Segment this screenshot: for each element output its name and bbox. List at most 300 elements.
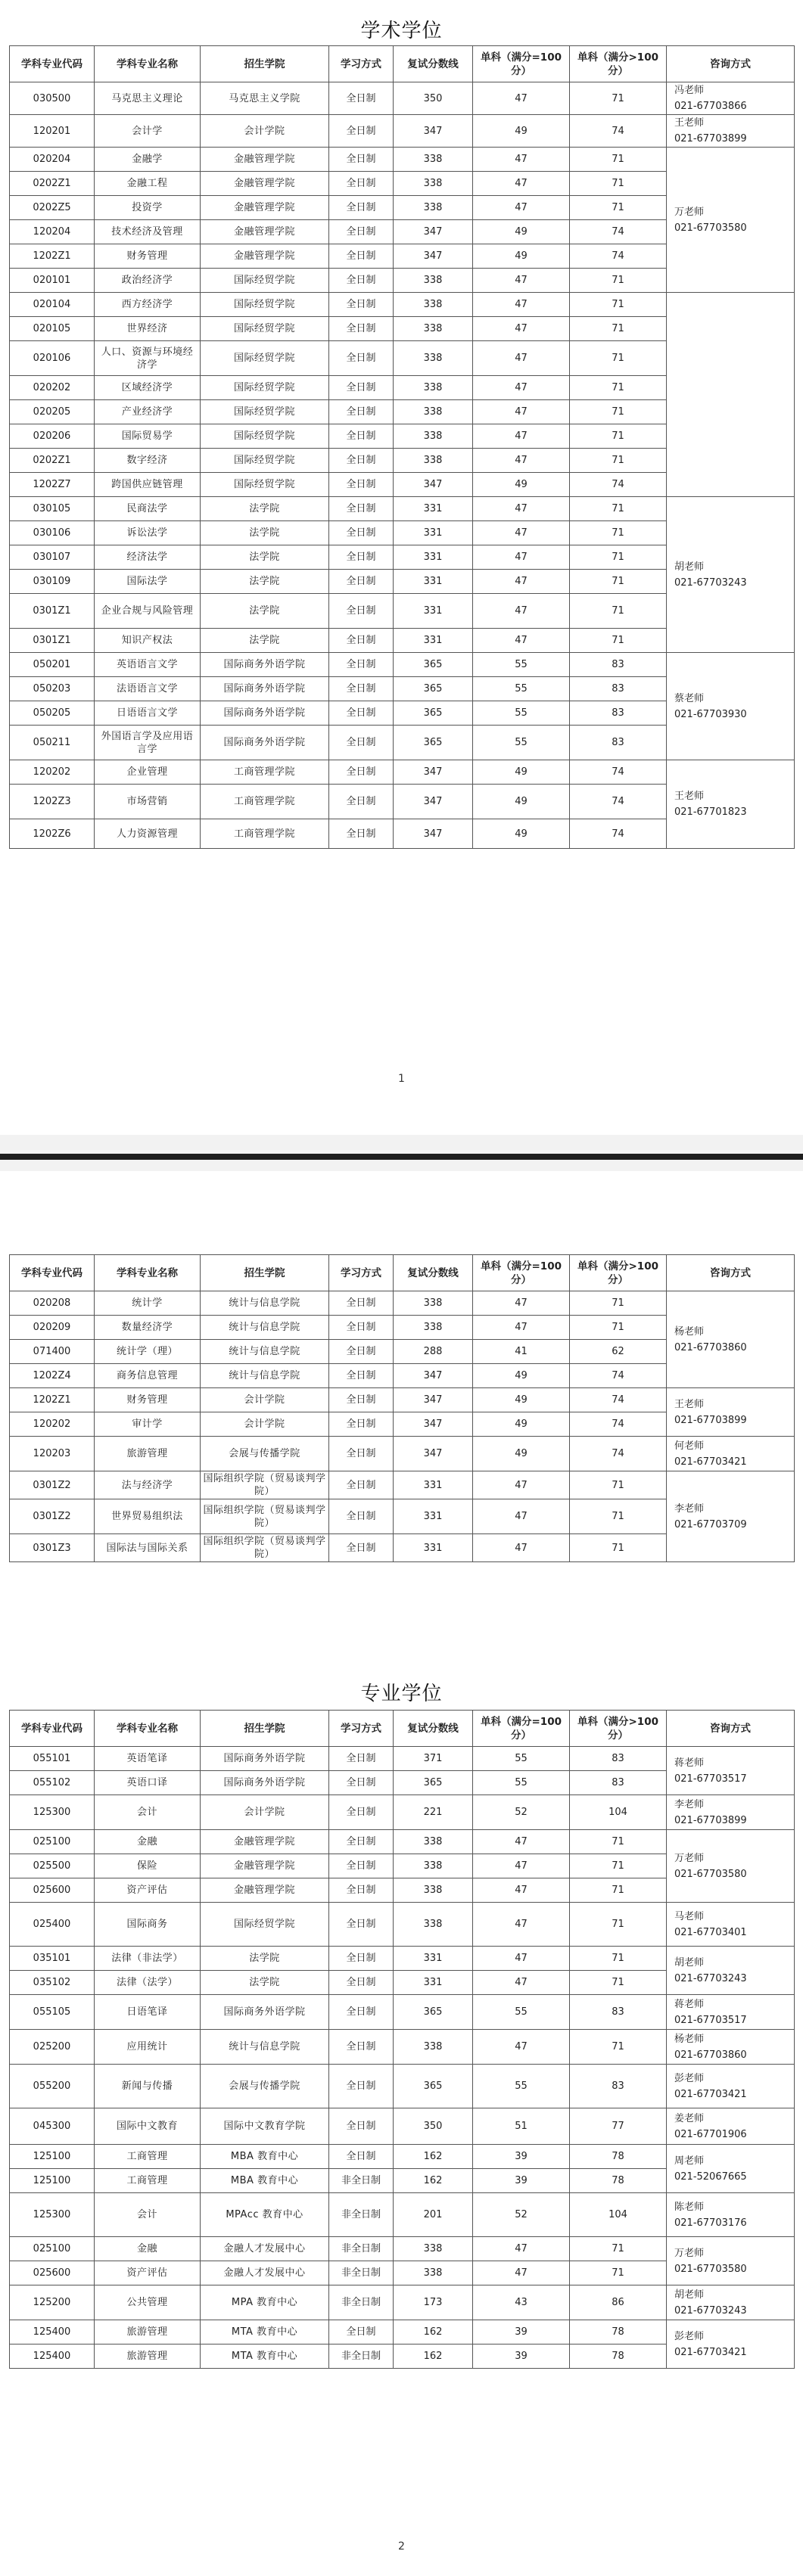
cell-school: MPA 教育中心	[201, 2285, 329, 2320]
cell-name: 旅游管理	[95, 2345, 201, 2369]
cell-mode: 全日制	[329, 2030, 394, 2065]
cell-s100: 47	[473, 594, 570, 629]
cell-total: 221	[394, 1795, 473, 1830]
cell-code: 055200	[10, 2065, 95, 2108]
cell-s150: 71	[570, 1291, 667, 1316]
cell-s100: 55	[473, 653, 570, 677]
cell-contact: 杨老师 021-67703860	[667, 2030, 795, 2065]
cell-mode: 全日制	[329, 497, 394, 521]
cell-s100: 47	[473, 341, 570, 376]
cell-s100: 39	[473, 2169, 570, 2193]
cell-name: 旅游管理	[95, 2320, 201, 2345]
cell-s150: 71	[570, 2237, 667, 2261]
cell-mode: 全日制	[329, 521, 394, 545]
cell-mode: 全日制	[329, 473, 394, 497]
cell-contact: 王老师 021-67701823	[667, 760, 795, 849]
cell-code: 025100	[10, 2237, 95, 2261]
cell-school: 金融管理学院	[201, 1878, 329, 1903]
cell-school: 统计与信息学院	[201, 1364, 329, 1388]
cell-mode: 全日制	[329, 1316, 394, 1340]
cell-s100: 47	[473, 2237, 570, 2261]
cell-s100: 47	[473, 1499, 570, 1534]
cell-total: 338	[394, 196, 473, 220]
cell-school: 工商管理学院	[201, 760, 329, 785]
cell-s100: 47	[473, 1534, 570, 1562]
cell-contact: 李老师 021-67703899	[667, 1795, 795, 1830]
cell-name: 应用统计	[95, 2030, 201, 2065]
cell-total: 347	[394, 760, 473, 785]
cell-name: 区域经济学	[95, 376, 201, 400]
cell-code: 020204	[10, 148, 95, 172]
cell-mode: 全日制	[329, 1499, 394, 1534]
cell-total: 338	[394, 269, 473, 293]
cell-mode: 全日制	[329, 1878, 394, 1903]
cell-s100: 47	[473, 1903, 570, 1947]
cell-s100: 47	[473, 424, 570, 449]
cell-code: 045300	[10, 2108, 95, 2145]
cell-s150: 71	[570, 1499, 667, 1534]
cell-s100: 55	[473, 1771, 570, 1795]
cell-school: 国际经贸学院	[201, 1903, 329, 1947]
cell-name: 人口、资源与环境经济学	[95, 341, 201, 376]
cell-s150: 71	[570, 570, 667, 594]
cell-mode: 全日制	[329, 2108, 394, 2145]
cell-total: 365	[394, 2065, 473, 2108]
cell-mode: 全日制	[329, 449, 394, 473]
cell-total: 331	[394, 1499, 473, 1534]
cell-name: 国际贸易学	[95, 424, 201, 449]
cell-code: 050201	[10, 653, 95, 677]
column-header: 复试分数线	[394, 1255, 473, 1291]
cell-s150: 74	[570, 1437, 667, 1471]
cell-s150: 78	[570, 2345, 667, 2369]
cell-name: 企业合规与风险管理	[95, 594, 201, 629]
cell-code: 0202Z5	[10, 196, 95, 220]
cell-total: 338	[394, 317, 473, 341]
cell-s150: 74	[570, 819, 667, 849]
cell-name: 经济法学	[95, 545, 201, 570]
cell-mode: 全日制	[329, 1771, 394, 1795]
table-row	[10, 1291, 795, 1316]
cell-code: 020101	[10, 269, 95, 293]
cell-s100: 47	[473, 521, 570, 545]
cell-total: 331	[394, 1534, 473, 1562]
academic-degree-table-continued	[9, 1254, 795, 1562]
cell-s150: 71	[570, 449, 667, 473]
cell-name: 旅游管理	[95, 1437, 201, 1471]
cell-mode: 全日制	[329, 1947, 394, 1971]
cell-school: 法学院	[201, 1947, 329, 1971]
table-row	[10, 376, 795, 400]
cell-name: 日语语言文学	[95, 701, 201, 726]
cell-name: 英语语言文学	[95, 653, 201, 677]
cell-contact: 马老师 021-67703401	[667, 1903, 795, 1947]
cell-s100: 55	[473, 1747, 570, 1771]
cell-total: 162	[394, 2145, 473, 2169]
cell-s150: 71	[570, 1903, 667, 1947]
cell-school: 统计与信息学院	[201, 1316, 329, 1340]
cell-name: 世界经济	[95, 317, 201, 341]
cell-name: 数量经济学	[95, 1316, 201, 1340]
cell-name: 产业经济学	[95, 400, 201, 424]
cell-name: 世界贸易组织法	[95, 1499, 201, 1534]
page-separator	[0, 1135, 803, 1171]
cell-code: 0202Z1	[10, 172, 95, 196]
cell-contact: 杨老师 021-67703860	[667, 1291, 795, 1388]
table-row	[10, 473, 795, 497]
table-row	[10, 1747, 795, 1771]
cell-total: 338	[394, 376, 473, 400]
cell-mode: 全日制	[329, 726, 394, 760]
cell-code: 120202	[10, 1412, 95, 1437]
cell-code: 020202	[10, 376, 95, 400]
cell-total: 347	[394, 785, 473, 819]
cell-name: 数字经济	[95, 449, 201, 473]
cell-total: 338	[394, 1878, 473, 1903]
cell-name: 财务管理	[95, 1388, 201, 1412]
cell-s150: 78	[570, 2145, 667, 2169]
cell-code: 125300	[10, 2193, 95, 2237]
cell-s150: 74	[570, 1364, 667, 1388]
column-header: 咨询方式	[667, 1711, 795, 1747]
cell-code: 030105	[10, 497, 95, 521]
cell-code: 1202Z6	[10, 819, 95, 849]
cell-total: 162	[394, 2320, 473, 2345]
cell-code: 025600	[10, 1878, 95, 1903]
cell-code: 125100	[10, 2169, 95, 2193]
cell-school: 法学院	[201, 594, 329, 629]
column-header: 招生学院	[201, 1711, 329, 1747]
cell-contact: 蔡老师 021-67703930	[667, 653, 795, 760]
cell-s150: 71	[570, 1947, 667, 1971]
cell-school: 法学院	[201, 629, 329, 653]
cell-school: 国际经贸学院	[201, 341, 329, 376]
cell-total: 365	[394, 726, 473, 760]
cell-mode: 全日制	[329, 1971, 394, 1995]
cell-s100: 49	[473, 1388, 570, 1412]
cell-total: 331	[394, 497, 473, 521]
cell-code: 025500	[10, 1854, 95, 1878]
cell-s100: 49	[473, 473, 570, 497]
table-row	[10, 2108, 795, 2145]
cell-s150: 71	[570, 196, 667, 220]
cell-mode: 非全日制	[329, 2345, 394, 2369]
table-row	[10, 1947, 795, 1971]
cell-code: 125400	[10, 2345, 95, 2369]
cell-name: 金融工程	[95, 172, 201, 196]
cell-s150: 71	[570, 594, 667, 629]
cell-school: 国际组织学院（贸易谈判学院）	[201, 1471, 329, 1499]
cell-mode: 非全日制	[329, 2193, 394, 2237]
cell-mode: 全日制	[329, 148, 394, 172]
table-row	[10, 653, 795, 677]
column-header: 学科专业代码	[10, 46, 95, 82]
cell-code: 025100	[10, 1830, 95, 1854]
cell-total: 288	[394, 1340, 473, 1364]
cell-s150: 71	[570, 497, 667, 521]
cell-s100: 47	[473, 1947, 570, 1971]
cell-s100: 49	[473, 220, 570, 244]
cell-total: 338	[394, 1903, 473, 1947]
cell-school: 金融管理学院	[201, 172, 329, 196]
table-row	[10, 2145, 795, 2169]
cell-s100: 49	[473, 760, 570, 785]
cell-mode: 全日制	[329, 2320, 394, 2345]
cell-code: 020209	[10, 1316, 95, 1340]
cell-total: 338	[394, 400, 473, 424]
cell-school: 工商管理学院	[201, 819, 329, 849]
cell-name: 商务信息管理	[95, 1364, 201, 1388]
cell-code: 125200	[10, 2285, 95, 2320]
cell-s100: 41	[473, 1340, 570, 1364]
cell-code: 0301Z1	[10, 629, 95, 653]
cell-name: 民商法学	[95, 497, 201, 521]
cell-contact: 胡老师 021-67703243	[667, 2285, 795, 2320]
cell-school: 国际商务外语学院	[201, 653, 329, 677]
cell-mode: 全日制	[329, 2065, 394, 2108]
cell-s150: 71	[570, 1316, 667, 1340]
cell-mode: 全日制	[329, 293, 394, 317]
cell-s150: 71	[570, 148, 667, 172]
cell-s150: 71	[570, 1878, 667, 1903]
cell-s150: 83	[570, 1747, 667, 1771]
cell-s150: 71	[570, 424, 667, 449]
column-header: 学科专业名称	[95, 1255, 201, 1291]
cell-mode: 非全日制	[329, 2237, 394, 2261]
cell-total: 365	[394, 1771, 473, 1795]
cell-mode: 全日制	[329, 819, 394, 849]
cell-school: 会展与传播学院	[201, 1437, 329, 1471]
cell-school: 国际经贸学院	[201, 400, 329, 424]
cell-s100: 49	[473, 115, 570, 148]
cell-total: 162	[394, 2169, 473, 2193]
cell-s100: 47	[473, 82, 570, 115]
cell-s100: 47	[473, 570, 570, 594]
cell-mode: 全日制	[329, 545, 394, 570]
cell-code: 1202Z4	[10, 1364, 95, 1388]
cell-contact: 蒋老师 021-67703517	[667, 1747, 795, 1795]
cell-total: 347	[394, 819, 473, 849]
cell-code: 025600	[10, 2261, 95, 2285]
cell-s100: 49	[473, 819, 570, 849]
cell-school: 法学院	[201, 497, 329, 521]
cell-mode: 全日制	[329, 1388, 394, 1412]
cell-s150: 71	[570, 1971, 667, 1995]
cell-s150: 71	[570, 172, 667, 196]
cell-total: 338	[394, 1830, 473, 1854]
cell-school: MTA 教育中心	[201, 2345, 329, 2369]
cell-s150: 74	[570, 1412, 667, 1437]
cell-mode: 全日制	[329, 376, 394, 400]
cell-school: 金融管理学院	[201, 148, 329, 172]
cell-code: 020205	[10, 400, 95, 424]
page-separator-bar	[0, 1154, 803, 1160]
cell-s100: 47	[473, 148, 570, 172]
cell-school: 统计与信息学院	[201, 2030, 329, 2065]
cell-total: 331	[394, 1471, 473, 1499]
cell-school: 国际经贸学院	[201, 376, 329, 400]
cell-s150: 71	[570, 1534, 667, 1562]
section-title-academic: 学术学位	[360, 20, 443, 42]
section-title-professional: 专业学位	[360, 1683, 443, 1705]
cell-code: 1202Z3	[10, 785, 95, 819]
column-header: 复试分数线	[394, 1711, 473, 1747]
cell-name: 政治经济学	[95, 269, 201, 293]
cell-school: 国际商务外语学院	[201, 1995, 329, 2030]
cell-name: 保险	[95, 1854, 201, 1878]
cell-code: 120202	[10, 760, 95, 785]
cell-s150: 78	[570, 2320, 667, 2345]
cell-school: 国际商务外语学院	[201, 726, 329, 760]
cell-name: 西方经济学	[95, 293, 201, 317]
column-header: 学习方式	[329, 1255, 394, 1291]
cell-code: 020105	[10, 317, 95, 341]
cell-mode: 全日制	[329, 1854, 394, 1878]
cell-school: MTA 教育中心	[201, 2320, 329, 2345]
cell-mode: 全日制	[329, 400, 394, 424]
cell-s150: 74	[570, 1388, 667, 1412]
table-row	[10, 497, 795, 521]
cell-s150: 71	[570, 376, 667, 400]
column-header: 学习方式	[329, 46, 394, 82]
table-row	[10, 148, 795, 172]
cell-name: 英语口译	[95, 1771, 201, 1795]
cell-code: 035101	[10, 1947, 95, 1971]
cell-school: 会计学院	[201, 115, 329, 148]
table-row	[10, 1903, 795, 1947]
cell-total: 347	[394, 244, 473, 269]
cell-s150: 74	[570, 220, 667, 244]
cell-total: 331	[394, 594, 473, 629]
cell-school: 国际经贸学院	[201, 269, 329, 293]
table-row	[10, 293, 795, 317]
cell-mode: 全日制	[329, 1995, 394, 2030]
cell-mode: 全日制	[329, 244, 394, 269]
cell-school: 工商管理学院	[201, 785, 329, 819]
cell-total: 350	[394, 2108, 473, 2145]
column-header: 学科专业名称	[95, 1711, 201, 1747]
cell-code: 055101	[10, 1747, 95, 1771]
cell-total: 338	[394, 1854, 473, 1878]
cell-name: 工商管理	[95, 2169, 201, 2193]
cell-code: 0301Z2	[10, 1471, 95, 1499]
cell-code: 125100	[10, 2145, 95, 2169]
cell-mode: 全日制	[329, 653, 394, 677]
cell-mode: 全日制	[329, 760, 394, 785]
cell-s150: 83	[570, 1771, 667, 1795]
cell-code: 030109	[10, 570, 95, 594]
cell-school: 统计与信息学院	[201, 1340, 329, 1364]
cell-s150: 78	[570, 2169, 667, 2193]
cell-school: 国际商务外语学院	[201, 701, 329, 726]
cell-s100: 39	[473, 2320, 570, 2345]
cell-school: 金融人才发展中心	[201, 2237, 329, 2261]
cell-school: MPAcc 教育中心	[201, 2193, 329, 2237]
column-header: 学习方式	[329, 1711, 394, 1747]
cell-mode: 非全日制	[329, 2261, 394, 2285]
cell-school: 法学院	[201, 570, 329, 594]
cell-school: 金融管理学院	[201, 1830, 329, 1854]
page-2	[0, 1171, 803, 2576]
column-header: 单科（满分=100分）	[473, 1255, 570, 1291]
cell-mode: 全日制	[329, 82, 394, 115]
cell-school: 统计与信息学院	[201, 1291, 329, 1316]
cell-mode: 全日制	[329, 115, 394, 148]
cell-s100: 39	[473, 2145, 570, 2169]
cell-name: 资产评估	[95, 1878, 201, 1903]
cell-s100: 55	[473, 701, 570, 726]
cell-s100: 47	[473, 1830, 570, 1854]
cell-s150: 71	[570, 521, 667, 545]
cell-s100: 51	[473, 2108, 570, 2145]
cell-total: 338	[394, 1291, 473, 1316]
cell-s150: 71	[570, 400, 667, 424]
cell-total: 347	[394, 115, 473, 148]
table-row	[10, 760, 795, 785]
cell-mode: 全日制	[329, 220, 394, 244]
cell-total: 338	[394, 172, 473, 196]
cell-contact: 王老师 021-67703899	[667, 1388, 795, 1437]
cell-name: 国际中文教育	[95, 2108, 201, 2145]
table-row	[10, 1995, 795, 2030]
cell-name: 法律（法学）	[95, 1971, 201, 1995]
cell-s100: 47	[473, 2030, 570, 2065]
table-row	[10, 82, 795, 115]
cell-s150: 83	[570, 701, 667, 726]
cell-total: 365	[394, 1995, 473, 2030]
cell-code: 0301Z3	[10, 1534, 95, 1562]
cell-s100: 55	[473, 677, 570, 701]
cell-s150: 83	[570, 653, 667, 677]
cell-total: 365	[394, 677, 473, 701]
cell-contact: 蒋老师 021-67703517	[667, 1995, 795, 2030]
cell-total: 338	[394, 2030, 473, 2065]
cell-total: 162	[394, 2345, 473, 2369]
cell-total: 331	[394, 521, 473, 545]
cell-code: 125400	[10, 2320, 95, 2345]
cell-name: 投资学	[95, 196, 201, 220]
cell-s100: 39	[473, 2345, 570, 2369]
cell-school: 国际商务外语学院	[201, 1747, 329, 1771]
cell-mode: 全日制	[329, 785, 394, 819]
cell-name: 知识产权法	[95, 629, 201, 653]
cell-contact: 姜老师 021-67701906	[667, 2108, 795, 2145]
cell-school: 金融管理学院	[201, 244, 329, 269]
cell-code: 120203	[10, 1437, 95, 1471]
cell-school: 国际组织学院（贸易谈判学院）	[201, 1534, 329, 1562]
cell-code: 025200	[10, 2030, 95, 2065]
cell-mode: 全日制	[329, 701, 394, 726]
cell-name: 财务管理	[95, 244, 201, 269]
cell-name: 国际法学	[95, 570, 201, 594]
cell-total: 338	[394, 424, 473, 449]
cell-name: 审计学	[95, 1412, 201, 1437]
table-row	[10, 400, 795, 424]
cell-s150: 71	[570, 269, 667, 293]
table-row	[10, 2193, 795, 2237]
table-header-row	[10, 1711, 795, 1747]
cell-total: 173	[394, 2285, 473, 2320]
cell-name: 跨国供应链管理	[95, 473, 201, 497]
cell-school: 会计学院	[201, 1412, 329, 1437]
cell-name: 金融	[95, 1830, 201, 1854]
table-row	[10, 1830, 795, 1854]
cell-total: 365	[394, 653, 473, 677]
cell-code: 120204	[10, 220, 95, 244]
cell-mode: 全日制	[329, 341, 394, 376]
cell-s100: 47	[473, 196, 570, 220]
cell-school: 国际经贸学院	[201, 473, 329, 497]
